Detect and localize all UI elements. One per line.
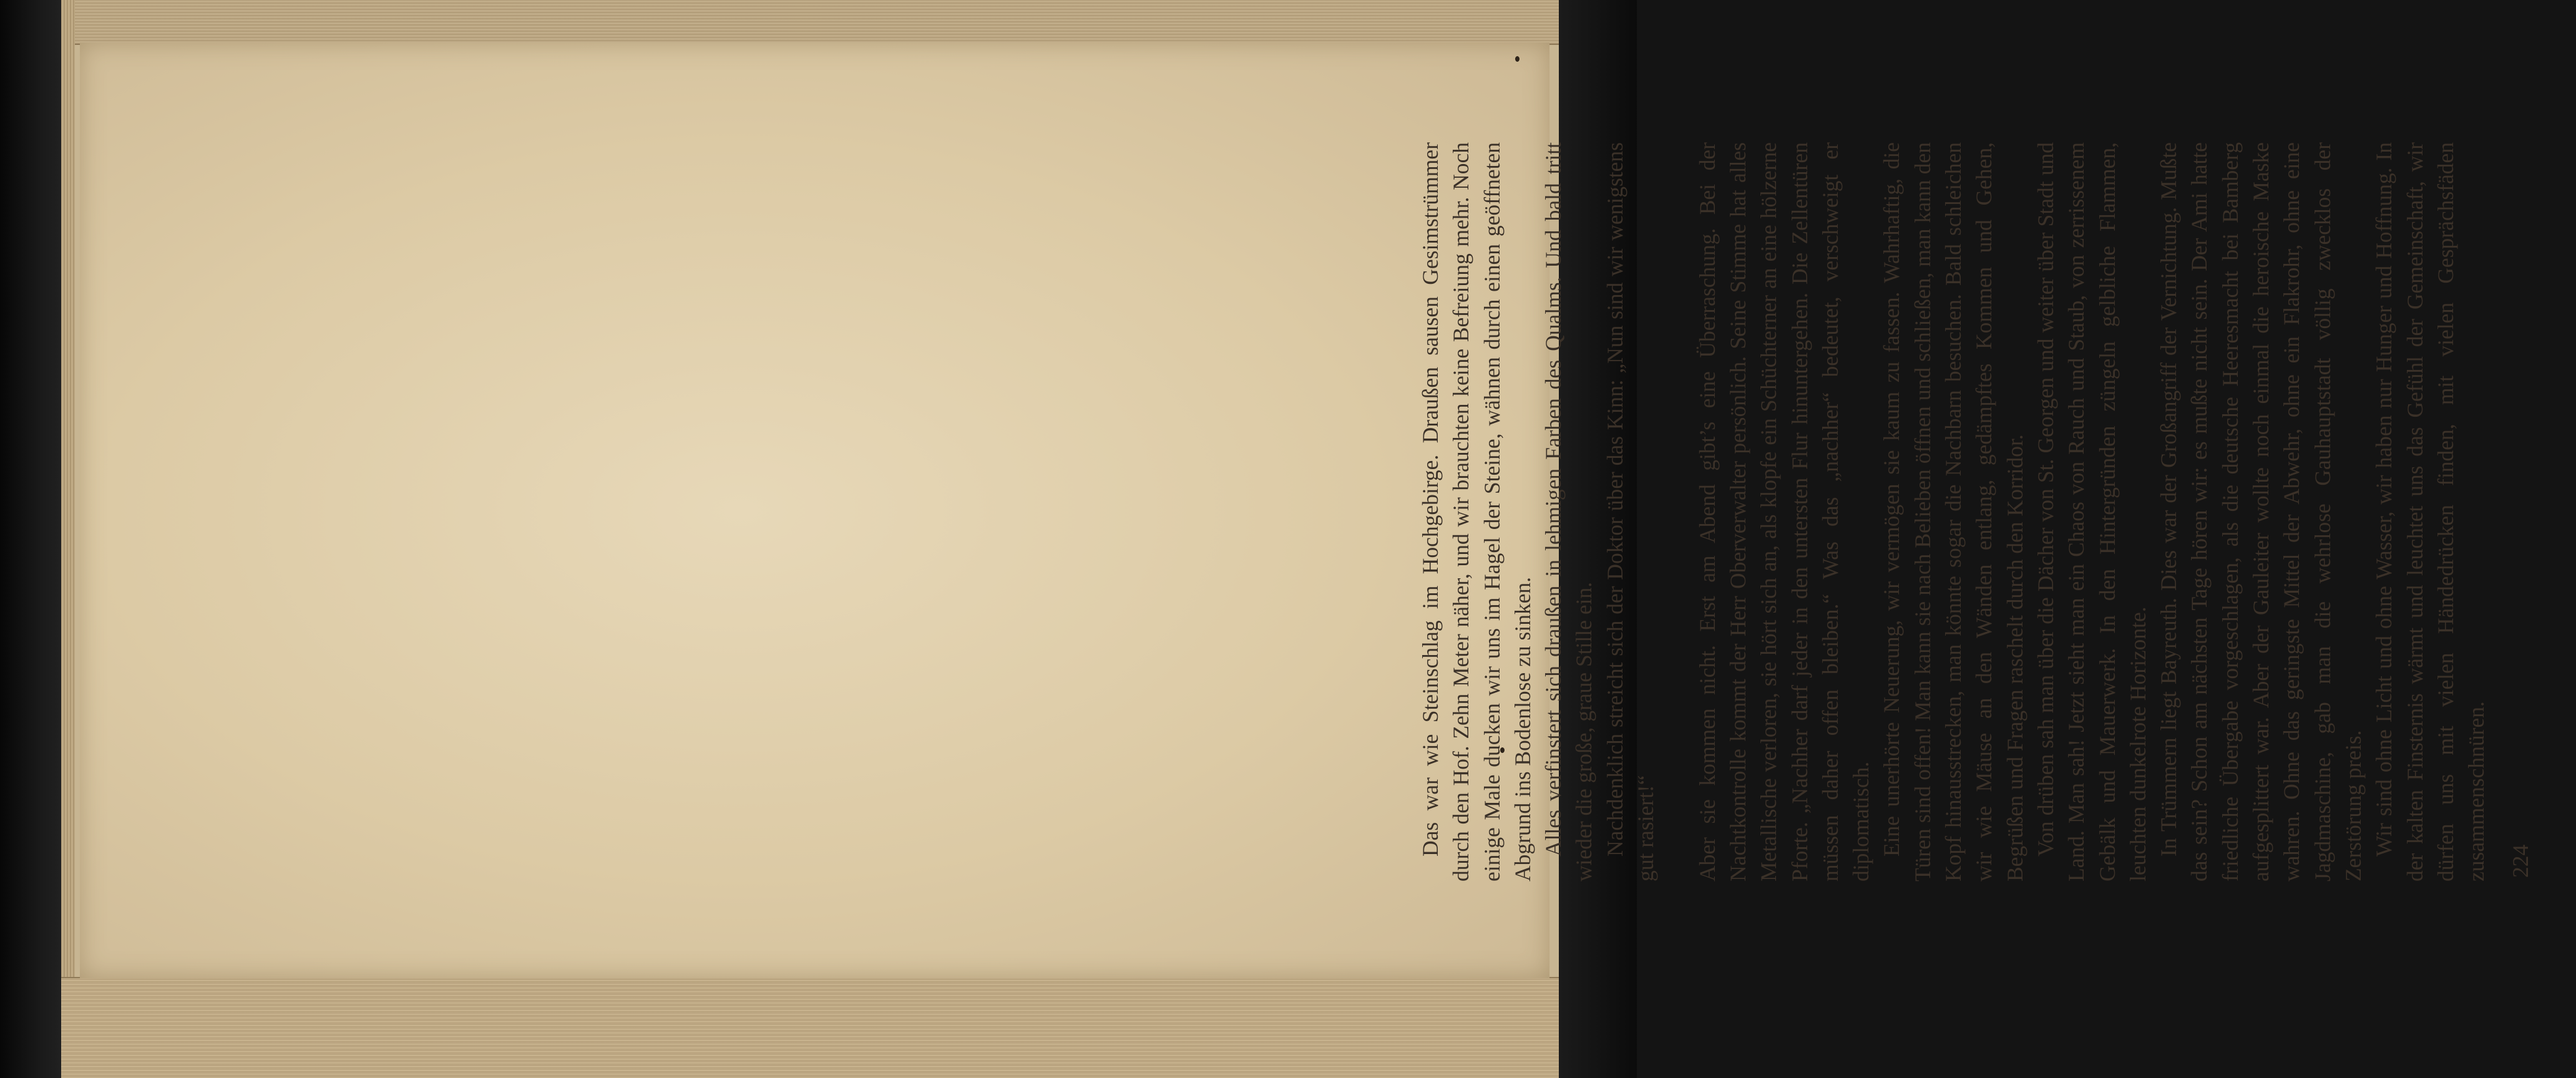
background-cloth-left: [0, 0, 69, 1078]
paragraph: In Trümmern liegt Bayreuth. Dies war der Großangriff der Vernichtung. Mußte das sein? Schon am nächsten Tage hören wir: es mußte nicht sein. Der Ami hatte friedliche Übergabe vorgeschlagen, als die deutsche Heeresmacht bei Bamberg aufgesplittert war. Aber der Gauleiter wollte noch einmal die heroische Maske wahren. Ohne das geringste Mittel der Abwehr, ohne ein Flakrohr, ohne eine Jagdmaschine, gab man die wehrlose Gauhauptstadt völlig zwecklos der Zerstörung preis.: [2156, 142, 2366, 881]
page-stack-bottom: [61, 977, 1559, 1078]
paragraph: Nachdenklich streicht sich der Doktor über das Kinn: „Nun sind wir wenigstens gut rasiert!“: [1602, 142, 1659, 881]
book: [61, 0, 2534, 1078]
paragraph: Wir sind ohne Licht und ohne Wasser, wir haben nur Hunger und Hoffnung. In der kalten Finsternis wärmt und leuchtet uns das Gefühl der Gemeinschaft, wir dürfen uns mit vielen Händedrücken finden, mit vielen Gesprächsfäden zusammenschnüren.: [2371, 142, 2489, 881]
paragraph: Alles verfinstert sich draußen in lehmigen Farben des Qualms. Und bald tritt wieder die große, graue Stille ein.: [1541, 142, 1597, 881]
book-page: [80, 42, 2534, 978]
page-number: 224: [2508, 844, 2534, 878]
paragraph: Von drüben sah man über die Dächer von St. Georgen und weiter über Stadt und Land. Man sah! Jetzt sieht man ein Chaos von Rauch und Staub, von zerrissenem Gebälk und Mauerwerk. In den Hintergründen züngeln gelbliche Flammen, leuchten dunkelrote Horizonte.: [2032, 142, 2150, 881]
paper-speck: [1515, 56, 1520, 62]
paragraph: Eine unerhörte Neuerung, wir vermögen sie kaum zu fassen. Wahrhaftig, die Türen sind offen! Man kann sie nach Belieben öffnen und schließen, man kann den Kopf hinausstrecken, man könnte sogar die Nachbarn besuchen. Bald schleichen wir wie Mäuse an den Wänden entlang, gedämpftes Kommen und Gehen, Begrüßen und Fragen raschelt durch den Korridor.: [1879, 142, 2027, 881]
page-stack-left: [61, 0, 75, 1078]
paragraph: Aber sie kommen nicht. Erst am Abend gibt’s eine Überraschung. Bei der Nachtkontrolle kommt der Herr Oberverwalter persönlich. Seine Stimme hat alles Metallische verloren, sie hört sich an, als klopfe ein Schüchterner an eine hölzerne Pforte. „Nachher darf jeder in den untersten Flur hinuntergehen. Die Zellentüren müssen daher offen bleiben.“ Was das „nachher“ bedeutet, verschweigt er diplomatisch.: [1694, 142, 1874, 881]
page-text: [1415, 142, 2576, 881]
page-stack-top: [61, 0, 1559, 45]
paragraph: Das war wie Steinschlag im Hochgebirge. Draußen sausen Gesimstrümmer durch den Hof. Zehn Meter näher, und wir brauchten keine Befreiung mehr. Noch einige Male ducken wir uns im Hagel der Steine, wähnen durch einen geöffneten Abgrund ins Bodenlose zu sinken.: [1418, 142, 1535, 881]
